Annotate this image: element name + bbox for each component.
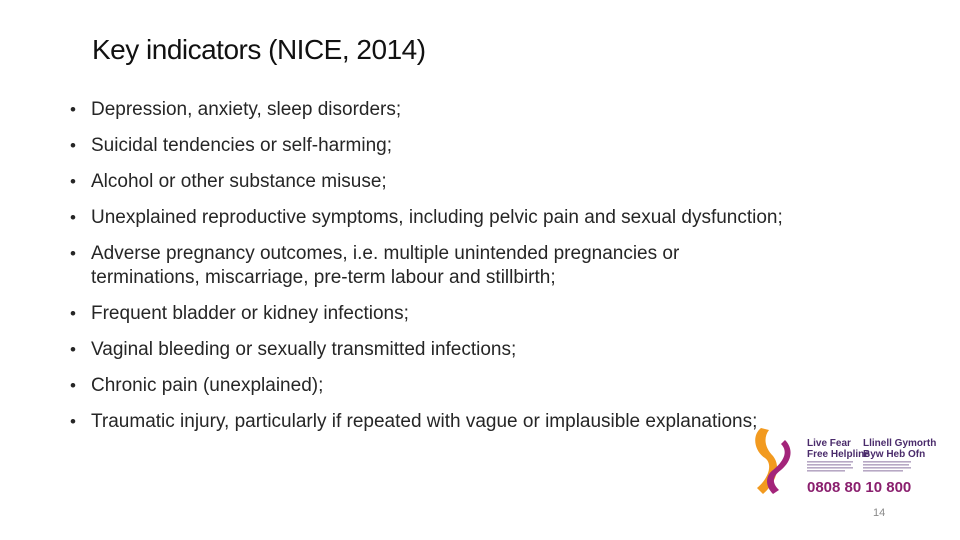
list-item — [70, 242, 790, 290]
ribbon-icon — [755, 428, 790, 494]
bullet-icon: • — [70, 412, 76, 431]
list-item — [70, 374, 790, 398]
list-item — [70, 170, 790, 194]
bullet-text: Alcohol or other substance misuse; — [91, 171, 387, 192]
list-item — [70, 134, 790, 158]
bullet-text: Chronic pain (unexplained); — [91, 375, 324, 396]
logo-english-name: Live Fear — [807, 438, 851, 449]
list-item — [70, 338, 790, 362]
bullet-text: Unexplained reproductive symptoms, including pelvic pain and sexual dysfunction; — [91, 207, 783, 228]
helpline-logo — [747, 422, 937, 498]
bullet-icon: • — [70, 340, 76, 359]
bullet-text: Traumatic injury, particularly if repeated with vague or implausible explanations; — [91, 411, 758, 432]
bullet-icon: • — [70, 304, 76, 323]
list-item — [70, 98, 790, 122]
bullet-icon: • — [70, 100, 76, 119]
bullet-text: Vaginal bleeding or sexually transmitted infections; — [91, 339, 517, 360]
bullet-text: Depression, anxiety, sleep disorders; — [91, 99, 402, 120]
bullet-icon: • — [70, 244, 76, 263]
slide-title: Key indicators (NICE, 2014) — [92, 34, 426, 65]
logo-welsh-name: Llinell Gymorth — [863, 438, 937, 449]
list-item — [70, 206, 790, 230]
bullet-icon: • — [70, 208, 76, 227]
list-item — [70, 410, 790, 434]
logo-english-name-line2: Free Helpline — [807, 449, 870, 460]
bullet-text: Suicidal tendencies or self-harming; — [91, 135, 392, 156]
bullet-text: Frequent bladder or kidney infections; — [91, 303, 409, 324]
bullet-text: Adverse pregnancy outcomes, i.e. multiple unintended pregnancies or terminations, miscarriage, pre-term labour and stillbirth; — [91, 243, 680, 288]
page-number: 14 — [873, 507, 886, 519]
logo-small-print — [807, 461, 911, 472]
logo-welsh-name-line2: Byw Heb Ofn — [863, 449, 926, 460]
list-item — [70, 302, 790, 326]
bullet-list — [70, 98, 790, 446]
bullet-icon: • — [70, 172, 76, 191]
logo-phone-number: 0808 80 10 800 — [807, 479, 912, 496]
bullet-icon: • — [70, 376, 76, 395]
bullet-icon: • — [70, 136, 76, 155]
